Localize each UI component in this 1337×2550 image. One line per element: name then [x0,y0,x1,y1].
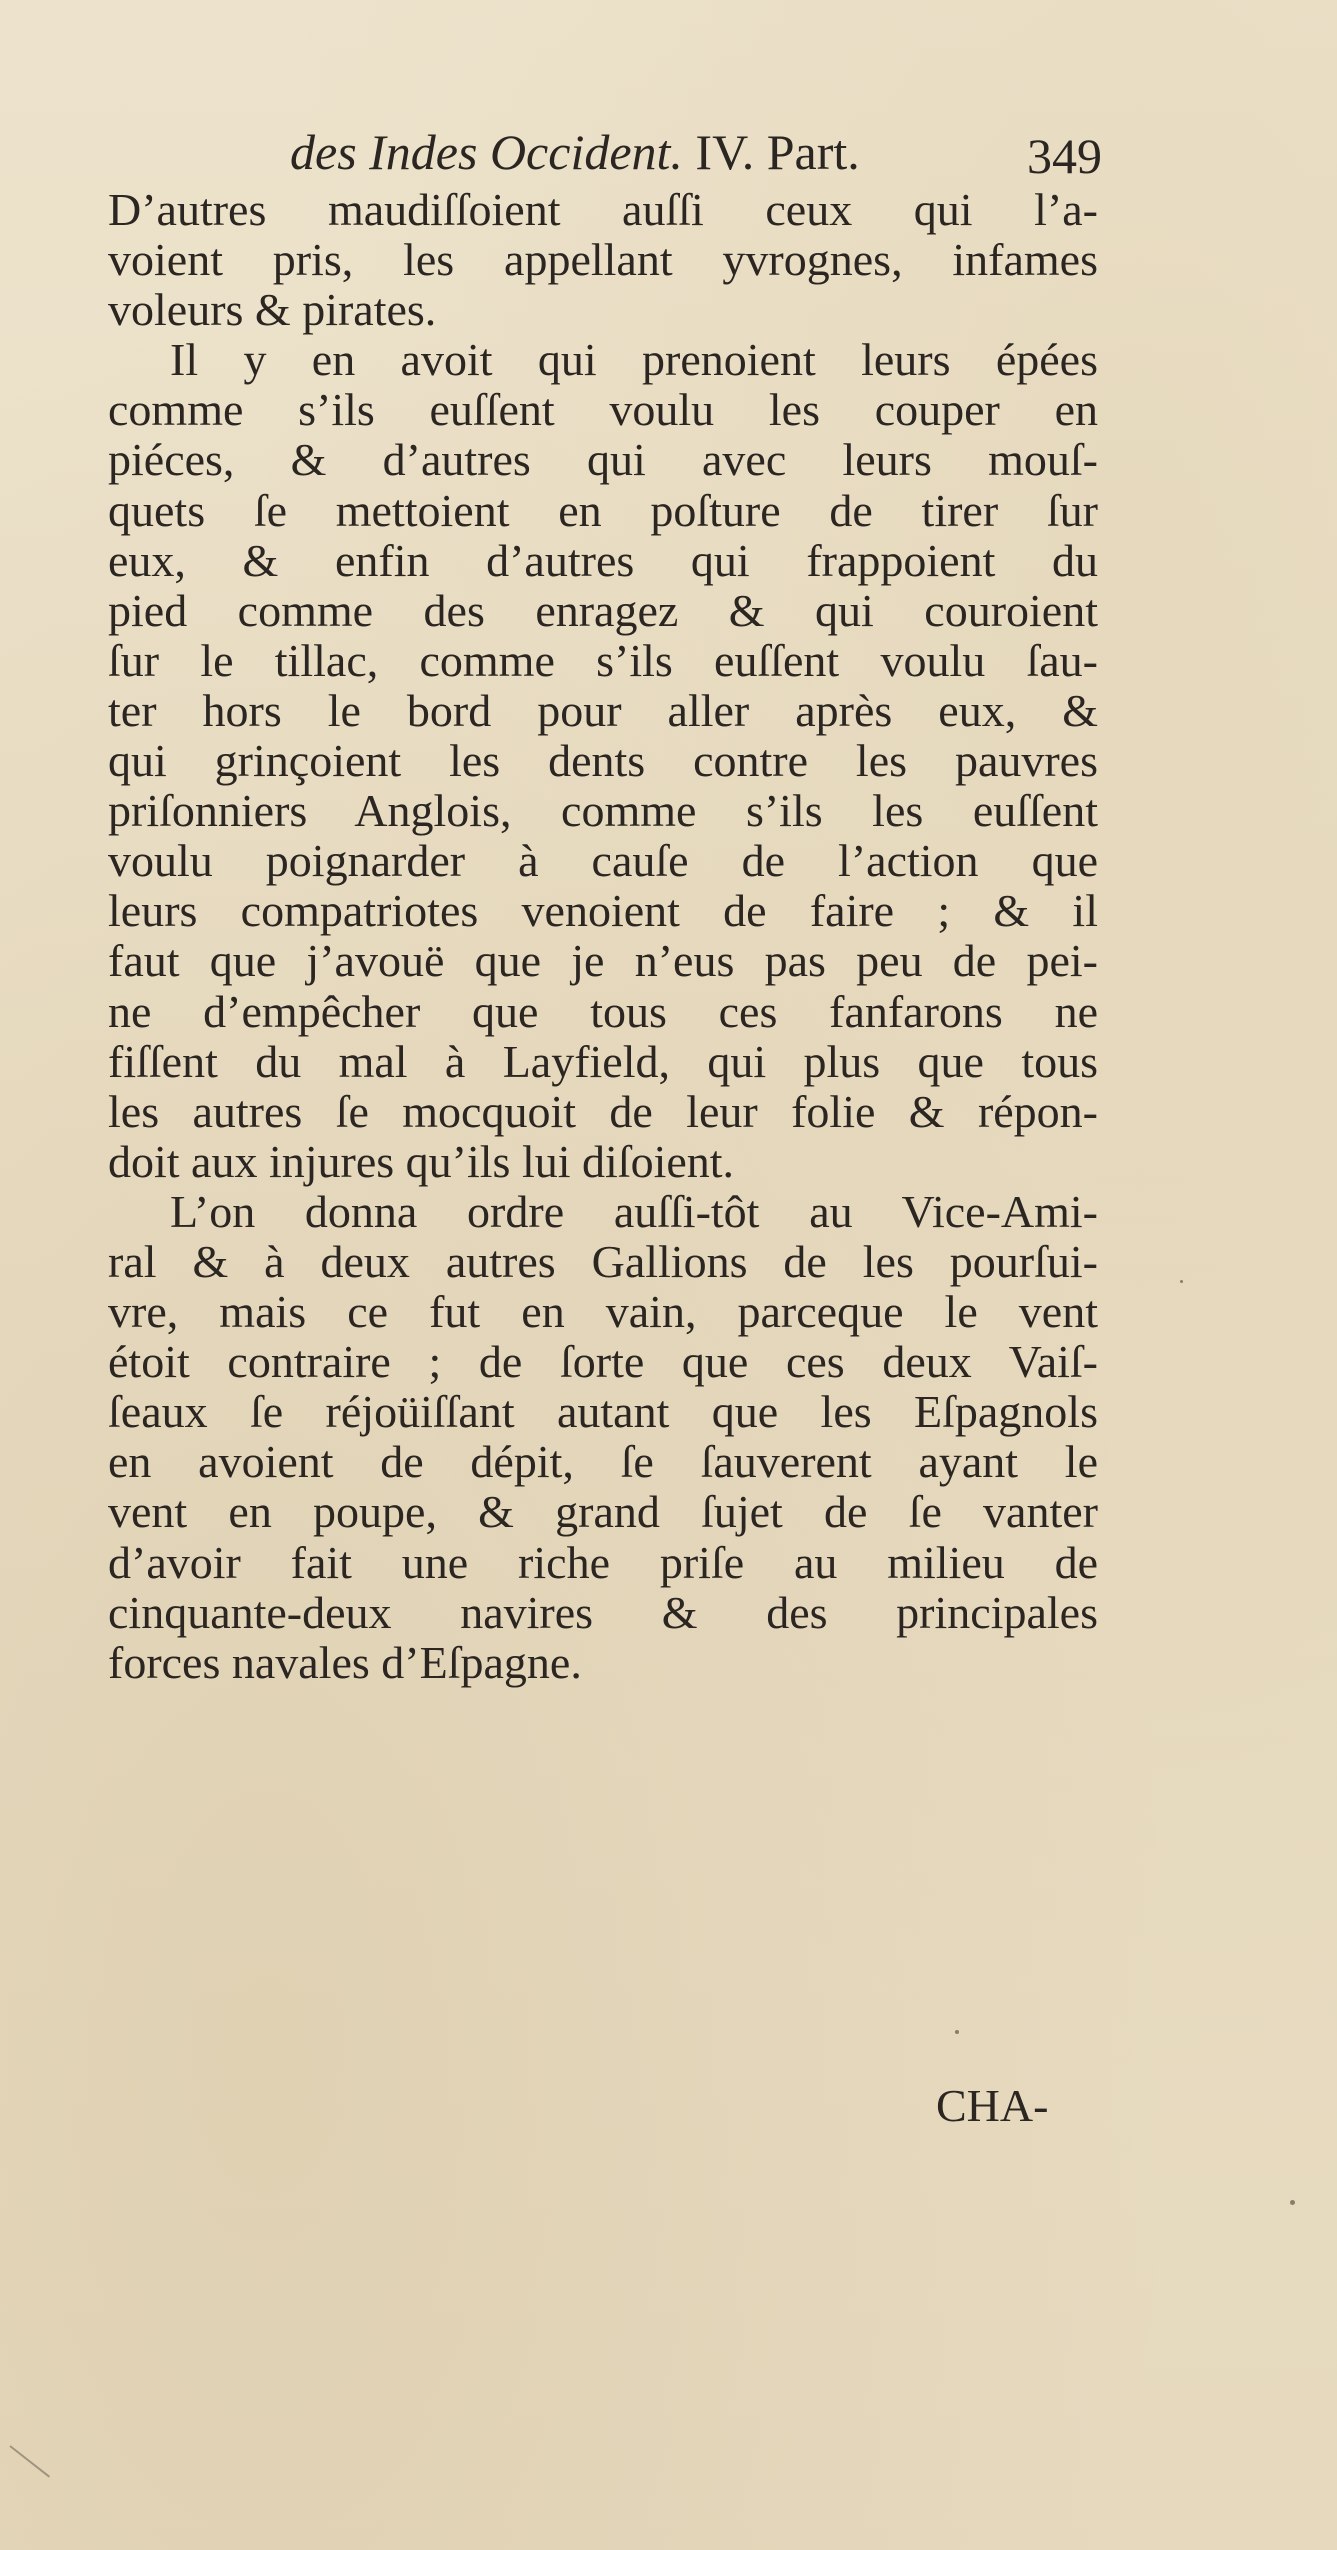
text-line: ſur le tillac, comme s’ils euſſent voulu ſau- [108,634,1098,686]
running-head-part: IV. Part. [682,124,860,180]
text-line: faut que j’avouë que je n’eus pas peu de pei- [108,935,1098,987]
text-line: pied comme des enragez & qui couroient [108,584,1098,636]
text-line: voleurs & pirates. [108,284,437,336]
text-line: priſonniers Anglois, comme s’ils les euſſent [108,785,1098,837]
text-line: vre, mais ce fut en vain, parceque le vent [108,1286,1098,1338]
text-line: D’autres maudiſſoient auſſi ceux qui l’a- [108,184,1098,235]
paper-crease [9,2445,50,2477]
text-line: ter hors le bord pour aller après eux, & [108,684,1098,736]
text-line: eux, & enfin d’autres qui frappoient du [108,534,1098,586]
text-line: en avoient de dépit, ſe ſauverent ayant le [108,1436,1098,1488]
text-line: Il y en avoit qui prenoient leurs épées [170,334,1098,386]
text-line: piéces, & d’autres qui avec leurs mouſ- [108,434,1098,486]
text-line: quets ſe mettoient en poſture de tirer ſur [108,484,1098,536]
text-line: doit aux injures qu’ils lui diſoient. [108,1135,735,1187]
running-head-title: des Indes Occident. [290,124,683,180]
text-line: fiſſent du mal à Layfield, qui plus que tous [108,1035,1098,1087]
body-text [108,185,1098,1688]
text-line: qui grinçoient les dents contre les pauvres [108,735,1098,787]
text-line: voulu poignarder à cauſe de l’action que [108,835,1098,887]
running-head [290,122,860,182]
text-line: comme s’ils euſſent voulu les couper en [108,384,1098,436]
text-line: leurs compatriotes venoient de faire ; & il [108,885,1098,937]
text-line: ne d’empêcher que tous ces fanfarons ne [108,985,1098,1037]
text-line: les autres ſe mocquoit de leur folie & répon- [108,1085,1098,1137]
text-line: forces navales d’Eſpagne. [108,1636,582,1688]
paper-speck [955,2030,959,2034]
paper-speck [1290,2200,1295,2205]
text-line: ral & à deux autres Gallions de les pourſui- [108,1235,1098,1287]
text-line: vent en poupe, & grand ſujet de ſe vanter [108,1486,1098,1538]
catchword: CHA- [936,2080,1049,2131]
text-line: voient pris, les appellant yvrognes, infames [108,234,1098,286]
page-header [290,122,1120,182]
text-line: d’avoir fait une riche priſe au milieu de [108,1536,1098,1588]
text-line: L’on donna ordre auſſi-tôt au Vice-Ami- [170,1185,1098,1237]
text-line: ſeaux ſe réjoüiſſant autant que les Eſpagnols [108,1386,1098,1438]
paper-speck [1180,1280,1183,1283]
text-line: étoit contraire ; de ſorte que ces deux Vaiſ- [108,1336,1098,1388]
page-number: 349 [1027,128,1102,184]
text-line: cinquante-deux navires & des principales [108,1586,1098,1638]
